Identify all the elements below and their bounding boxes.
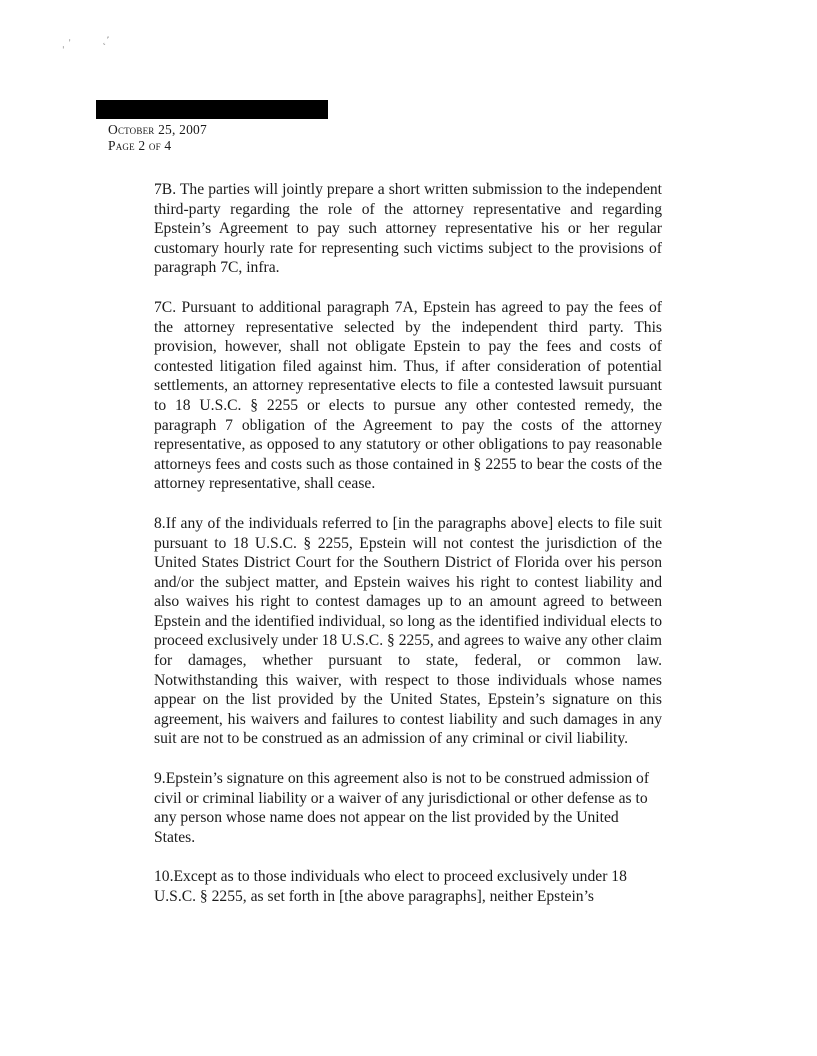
paragraph-7b: 7B. The parties will jointly prepare a short written submission to the independent third-party regarding the role of the attorney representative and regarding Epstein’s Agreement to pay such attorney representative his or her regular customary hourly rate for representing such victims subject to the provisions of paragraph 7C, infra. xyxy=(154,181,662,277)
paragraph-10: 10.Except as to those individuals who elect to proceed exclusively under 18 U.S.C. § 2255, as set forth in [the above paragraphs], neither Epstein’s xyxy=(154,868,627,905)
paragraph-8: 8.If any of the individuals referred to [in the paragraphs above] elects to file suit pursuant to 18 U.S.C. § 2255, Epstein will not contest the jurisdiction of the United States District Court for the Southern District of Florida over his person and/or the subject matter, and Epstein waives his right to contest liability and also waives his right to contest damages up to an amount agreed to between Epstein and the identified individual, so long as the identified individual elects to proceed exclusively under 18 U.S.C. § 2255, and agrees to waive any other claim for damages, whether pursuant to state, federal, or common law. Notwithstanding this waiver, with respect to those individuals whose names appear on the list provided by the United States, Epstein’s signature on this agreement, his waivers and failures to contest liability and such damages in any suit are not to be construed as an admission of any criminal or civil liability. xyxy=(154,514,662,748)
header-date: October 25, 2007 xyxy=(108,122,207,137)
paragraph-9: 9.Epstein’s signature on this agreement also is not to be construed admission of civil or criminal liability or a waiver of any jurisdictional or other defense as to any person whose name does not appear on the list provided by the United States. xyxy=(154,770,650,846)
letter-body xyxy=(154,180,662,927)
scan-mark: ˌ ᾽ xyxy=(62,40,72,50)
letter-header xyxy=(108,122,207,154)
scan-mark: ˛ʼ xyxy=(102,36,110,46)
paragraph-7c: 7C. Pursuant to additional paragraph 7A, Epstein has agreed to pay the fees of the attorney representative selected by the independent third party. This provision, however, shall not obligate Epstein to pay the fees and costs of contested litigation filed against him. Thus, if after consideration of potential settlements, an attorney representative elects to file a contested lawsuit pursuant to 18 U.S.C. § 2255 or elects to pursue any other contested remedy, the paragraph 7 obligation of the Agreement to pay the costs of the attorney representative, as opposed to any statutory or other obligations to pay reasonable attorneys fees and costs such as those contained in § 2255 to bear the costs of the attorney representative, shall cease. xyxy=(154,298,662,493)
header-page-number: Page 2 of 4 xyxy=(108,138,172,153)
redaction-bar xyxy=(96,100,328,119)
